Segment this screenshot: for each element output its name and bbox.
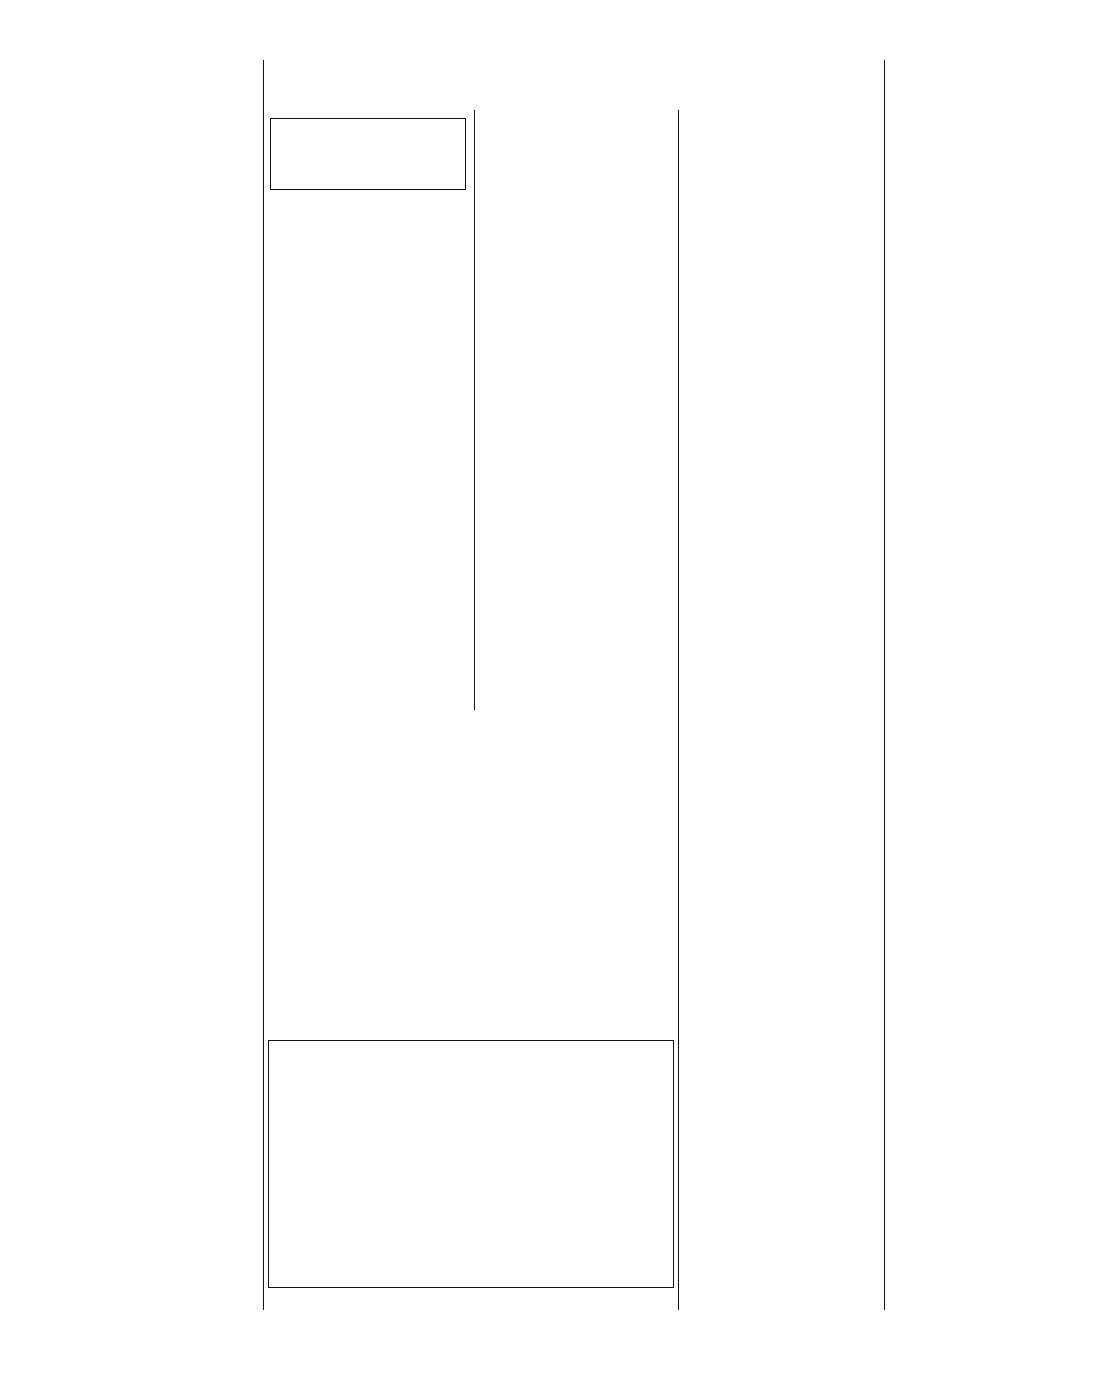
column-rule	[678, 110, 679, 1310]
column-rule	[263, 60, 264, 1310]
column-4	[682, 110, 881, 1310]
column-1	[52, 60, 260, 1300]
column-3	[478, 112, 675, 732]
column-2	[268, 198, 471, 733]
column-rule	[474, 110, 475, 710]
weather-forecast-box	[270, 118, 466, 190]
correspondence-school-box	[268, 1040, 674, 1288]
column-5	[888, 60, 1092, 1310]
column-rule	[884, 60, 885, 1310]
